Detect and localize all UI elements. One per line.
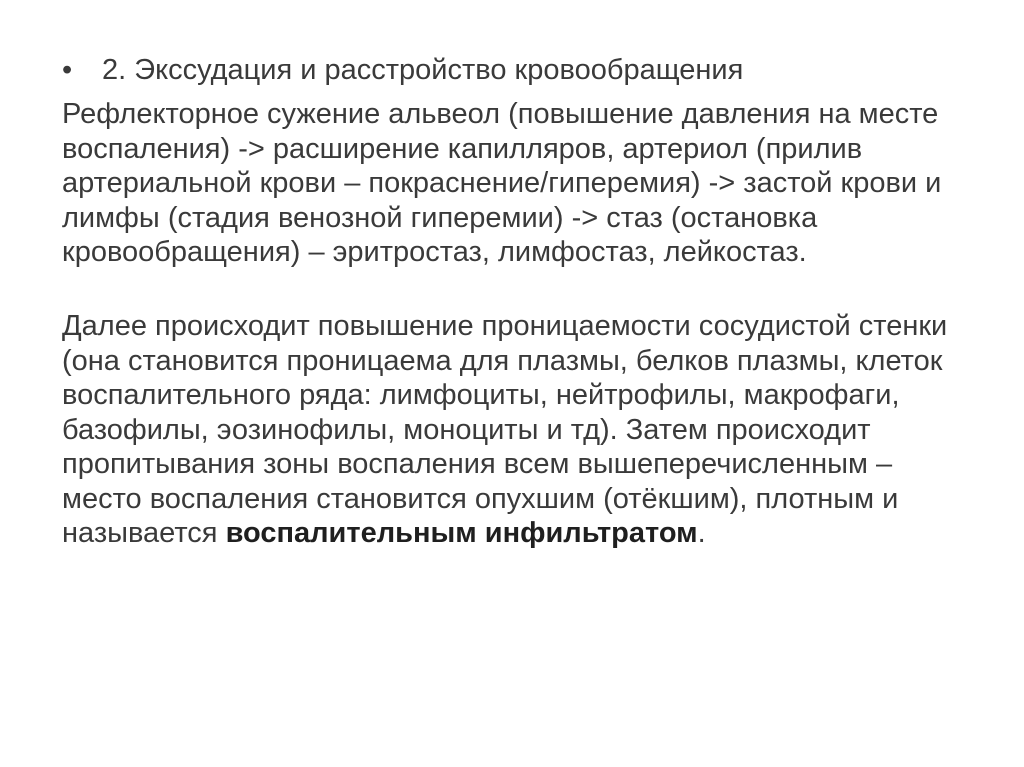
paragraph-infiltrate-end: . [697,517,706,549]
bold-term: воспалительным инфильтратом [225,517,698,549]
bullet-item [62,52,962,88]
bullet-marker: • [62,54,73,86]
paragraph-vascular-changes: Рефлекторное сужение альвеол (повышение давления на месте воспаления) -> расширение капилляров, артериол (прилив артериальной крови – покраснение/гиперемия) -> застой крови и лимфы (стадия венозной гиперемии) -> стаз (остановка кровообращения) – эритростаз, лимфостаз, лейкостаз. [62,98,942,268]
paragraph-infiltrate [62,309,972,551]
bullet-heading: 2. Экссудация и расстройство кровообращения [102,54,744,86]
paragraph-infiltrate-text: Далее происходит повышение проницаемости сосудистой стенки (она становится проницаема для плазмы, белков плазмы, клеток воспалительного ряда: лимфоциты, нейтрофилы, макрофаги, базофилы, эозинофилы, моноциты и тд). Затем происходит пропитывания зоны воспаления всем вышеперечисленным – место воспаления становится опухшим (отёкшим), плотным и называется [62,310,948,549]
